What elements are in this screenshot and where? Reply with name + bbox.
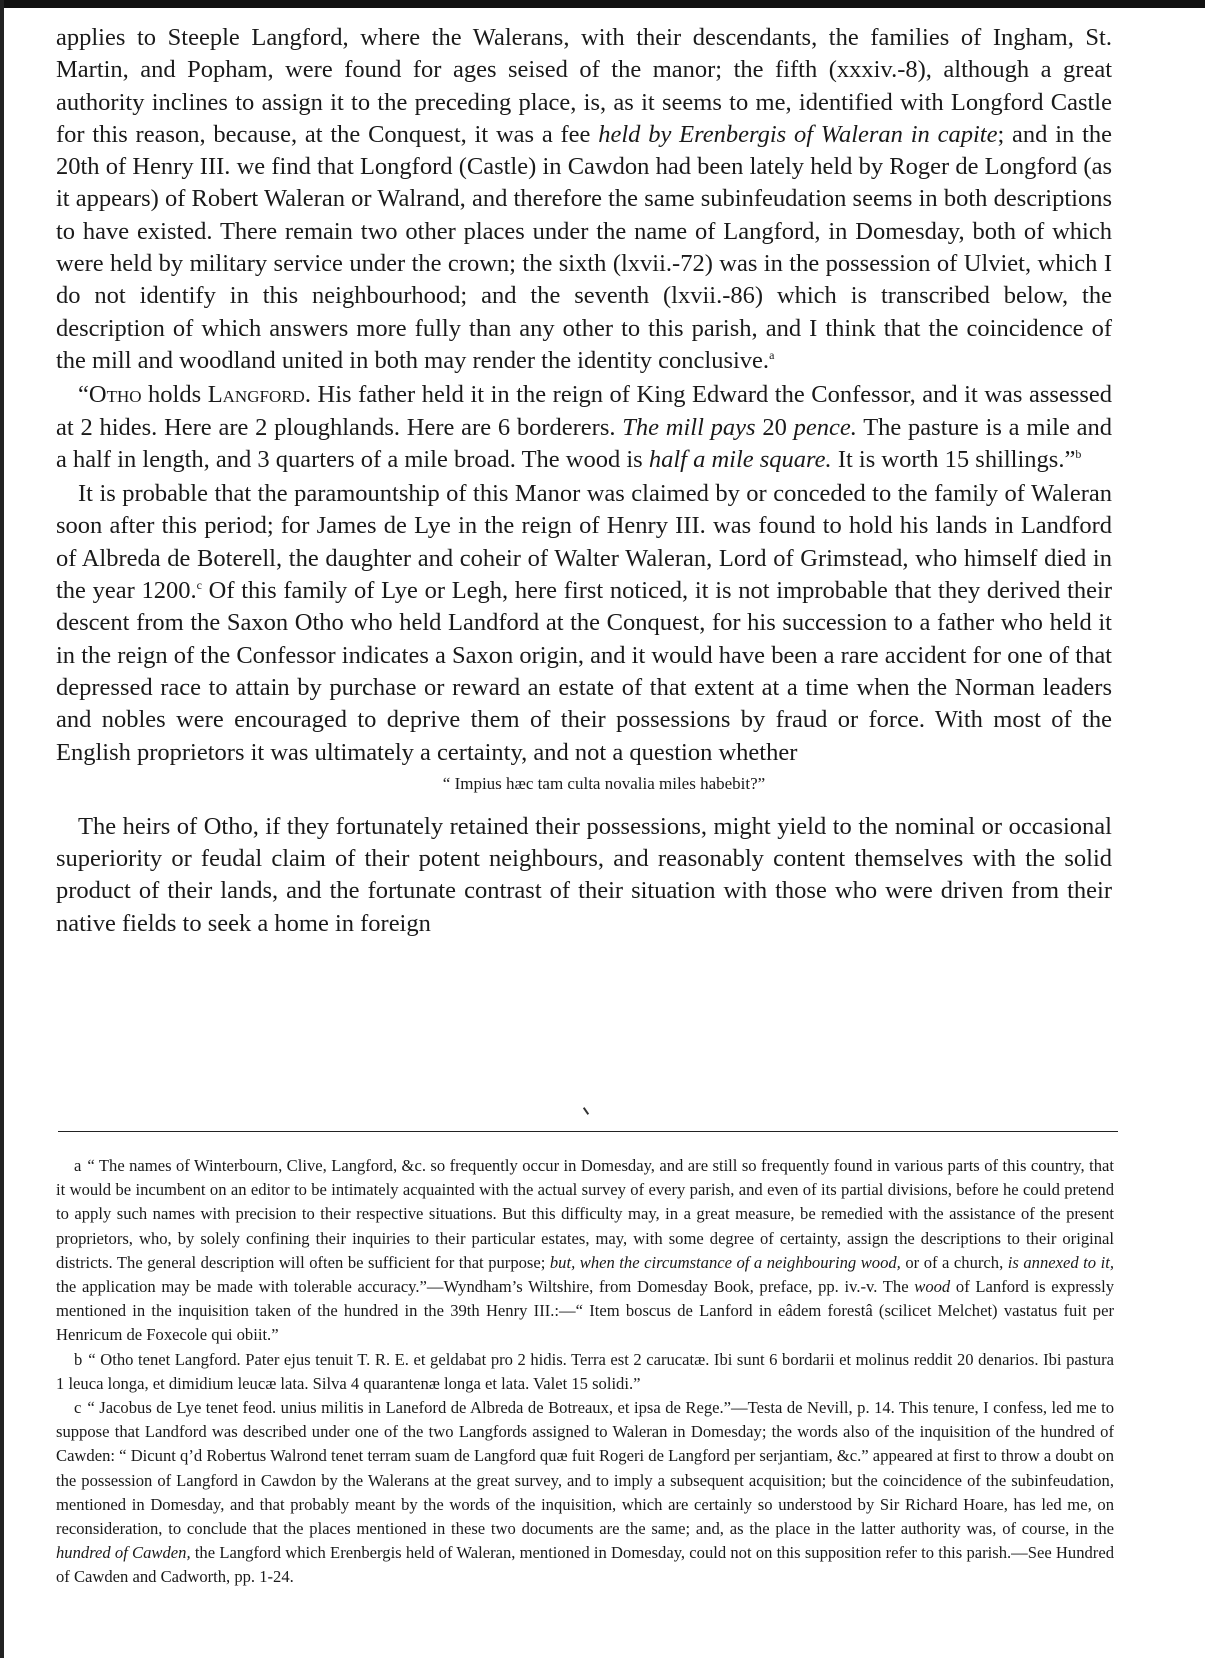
footnotes [56, 1154, 1114, 1590]
verse-quotation: “ Impius hæc tam culta novalia miles habebit?” [442, 773, 766, 793]
paragraph-paramountship: It is probable that the paramountship of this Manor was claimed by or conceded to the family of Waleran soon after this period; for James de Lye in the reign of Henry III. was found to hold his lands in Landford of Albreda de Boterell, the daughter and coheir of Walter Waleran, Lord of Grimstead, who himself died in the year 1200.$^c$ Of this family of Lye or Legh, here first noticed, it is not improbable that they derived their descent from the Saxon Otho who held Landford at the Conquest, for his succession to a father who held it in the reign of the Confessor indicates a Saxon origin, and it would have been a rare accident for one of that depressed race to attain by purchase or reward an estate of that extent at a time when the Norman leaders and nobles were encouraged to deprive them of their possessions by fraud or force. With most of the English proprietors it was ultimately a certainty, and not a question whether [56, 480, 1112, 766]
footnote-mark-b: b [74, 1349, 83, 1369]
footnote-ref-a[interactable]: a [769, 347, 775, 362]
paragraph-langford-identification: applies to Steeple Langford, where the Walerans, with their descendants, the families of Ingham, St. Martin, and Popham, were found for ages seised of the manor; the fifth (xxxiv.-8), although a great authority inclines to assign it to the preceding place, is, as it seems to me, identified with Longford Castle for this reason, because, at the Conquest, it was a fee held by Erenbergis of Waleran in capite; and in the 20th of Henry III. we find that Longford (Castle) in Cawdon had been lately held by Roger de Longford (as it appears) of Robert Waleran or Walrand, and therefore the same subinfeudation seems in both descriptions to have existed. There remain two other places under the name of Langford, in Domesday, both of which were held by military service under the crown; the sixth (lxvii.-72) was in the possession of Ulviet, which I do not identify in this neighbourhood; and the seventh (lxvii.-86) which is transcribed below, the description of which answers more fully than any other to this parish, and I think that the coincidence of the mill and woodland united in both may render the identity conclusive.$^a$ [56, 24, 1113, 374]
footnote-b: b “ Otho tenet Langford. Pater ejus tenuit T. R. E. et geldabat pro 2 hidis. Terra est 2 carucatæ. Ibi sunt 6 bordarii et molinus reddit 20 denarios. Ibi pastura 1 leuca longa, et dimidium leucæ lata. Silva 4 quarantenæ longa et lata. Valet 15 solidi.” [56, 1349, 1114, 1393]
footnote-c: c “ Jacobus de Lye tenet feod. unius militis in Laneford de Albreda de Botreaux, et ipsa de Rege.”—Testa de Nevill, p. 14. This tenure, I confess, led me to suppose that Landford was described under one of the two Langfords assigned to Waleran in Domesday; the words also of the inquisition of the hundred of Cawden: “ Dicunt q’d Robertus Walrond tenet terram suam de Langford quæ fuit Rogeri de Langford per serjantiam, &c.” appeared at first to throw a doubt on the possession of Langford in Cawdon by the Walerans at the great survey, and to imply a subsequent acquisition; but the coincidence of the subinfeudation, mentioned in Domesday, and that probably meant by the words of the inquisition, which are certainly so understood by Sir Richard Hoare, has led me, on reconsideration, to conclude that the places mentioned in these two documents are the same; and, as the place in the latter authority was, of course, in the hundred of Cawden, the Langford which Erenbergis held of Waleran, mentioned in Domesday, could not on this supposition refer to this parish.—See Hundred of Cawden and Cadworth, pp. 1-24. [56, 1398, 1114, 1587]
footnote-separator [58, 1131, 1118, 1132]
scan-border-top [0, 0, 1205, 8]
main-text [56, 22, 1112, 940]
footnote-mark-c: c [74, 1398, 82, 1418]
footnote-a: a “ The names of Winterbourn, Clive, Langford, &c. so frequently occur in Domesday, and are still so frequently found in various parts of this country, that it would be incumbent on an editor to be intimately acquainted with the actual survey of every parish, and even of its partial divisions, before he could pretend to apply such names with precision to their respective situations. But this difficulty may, in a great measure, be remedied with the assistance of the present proprietors, who, by solely confining their inquiries to their particular estates, may, with some degree of certainty, assign the descriptions to their original districts. The general description will often be sufficient for that purpose; but, when the circumstance of a neighbouring wood, or of a church, is annexed to it, the application may be made with tolerable accuracy.”—Wyndham’s Wiltshire, from Domesday Book, preface, pp. iv.-v. The wood of Lanford is expressly mentioned in the inquisition taken of the hundred in the 39th Henry III.:—“ Item boscus de Lanford in eâdem forestâ (scilicet Melchet) vastatus fuit per Henricum de Foxecole qui obiit.” [56, 1156, 1114, 1345]
paragraph-domesday-quote: “Otho holds Langford. His father held it in the reign of King Edward the Confessor, and it was assessed at 2 hides. Here are 2 ploughlands. Here are 6 borderers. The mill pays 20 pence. The pasture is a mile and a half in length, and 3 quarters of a mile broad. The wood is half a mile square. It is worth 15 shillings.”$^b$ [56, 381, 1113, 473]
footnote-ref-c[interactable]: c [196, 578, 202, 593]
paragraph-heirs-of-otho: The heirs of Otho, if they fortunately retained their possessions, might yield to the nominal or occasional superiority or feudal claim of their potent neighbours, and reasonably content themselves with the solid product of their lands, and the fortunate contrast of their situation with those who were driven from their native fields to seek a home in foreign [56, 812, 1112, 937]
footnote-ref-b[interactable]: b [1075, 446, 1082, 461]
footnote-mark-a: a [74, 1156, 82, 1175]
